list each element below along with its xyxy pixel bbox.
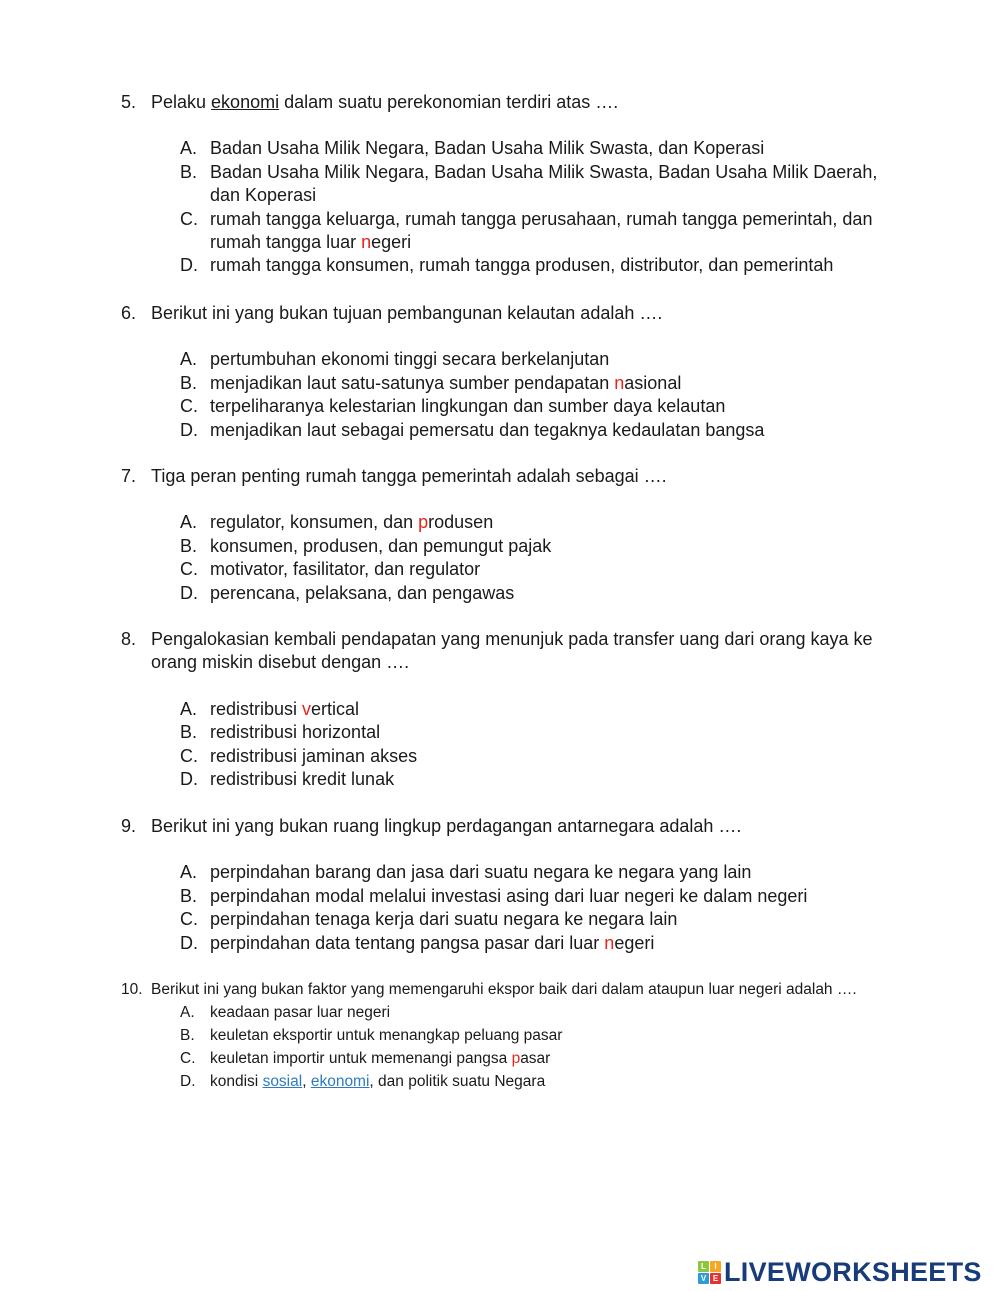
question-number: 5. xyxy=(121,92,137,112)
text-segment: perpindahan tenaga kerja dari suatu negara ke negara lain xyxy=(210,909,678,930)
option-b[interactable] xyxy=(0,885,900,908)
option-letter: A. xyxy=(180,1004,195,1021)
text-segment: Tiga peran penting rumah tangga pemerintah adalah sebagai …. xyxy=(151,466,667,486)
option-letter: B. xyxy=(180,161,198,182)
option-a[interactable] xyxy=(0,861,900,884)
option-letter: B. xyxy=(180,885,198,906)
question-5 xyxy=(0,91,1000,278)
option-letter: D. xyxy=(180,769,198,790)
text-segment: Badan Usaha Milik Negara, Badan Usaha Milik Swasta, dan Koperasi xyxy=(210,138,765,159)
text-segment: p xyxy=(418,512,429,533)
text-segment: v xyxy=(302,698,312,719)
option-letter: A. xyxy=(180,698,198,719)
option-c[interactable] xyxy=(0,558,900,581)
logo-block: I xyxy=(710,1261,721,1272)
text-segment: n xyxy=(614,372,625,393)
question-text xyxy=(0,978,911,1001)
text-segment: Berikut ini yang bukan faktor yang memengaruhi ekspor baik dari dalam ataupun luar negeri adalah …. xyxy=(151,981,857,998)
text-segment: redistribusi kredit lunak xyxy=(210,769,395,790)
text-segment: menjadikan laut sebagai pemersatu dan tegaknya kedaulatan bangsa xyxy=(210,419,765,440)
option-c[interactable] xyxy=(0,1047,900,1070)
text-segment: konsumen, produsen, dan pemungut pajak xyxy=(210,535,552,556)
option-letter: D. xyxy=(180,582,198,603)
text-segment: Pengalokasian kembali pendapatan yang menunjuk pada transfer uang dari orang kaya ke orang miskin disebut dengan …. xyxy=(151,629,873,673)
option-c[interactable] xyxy=(0,208,900,255)
option-list xyxy=(0,1001,1000,1093)
logo-block: L xyxy=(698,1261,709,1272)
question-7 xyxy=(0,465,1000,605)
text-segment: redistribusi jaminan akses xyxy=(210,745,418,766)
logo-block: E xyxy=(710,1273,721,1284)
option-letter: D. xyxy=(180,419,198,440)
option-list xyxy=(0,137,1000,277)
logo-block: V xyxy=(698,1273,709,1284)
text-segment: motivator, fasilitator, dan regulator xyxy=(210,559,481,580)
logo-text: LIVEWORKSHEETS xyxy=(724,1257,982,1287)
option-letter: B. xyxy=(180,1027,195,1044)
text-segment: keadaan pasar luar negeri xyxy=(210,1004,391,1021)
option-b[interactable] xyxy=(0,721,900,744)
option-letter: D. xyxy=(180,932,198,953)
option-letter: D. xyxy=(180,1073,196,1090)
option-letter: C. xyxy=(180,745,198,766)
text-segment: kondisi xyxy=(210,1073,263,1090)
text-segment: perpindahan data tentang pangsa pasar dari luar xyxy=(210,932,605,953)
text-segment: n xyxy=(361,232,372,253)
text-segment: Badan Usaha Milik Negara, Badan Usaha Milik Swasta, Badan Usaha Milik Daerah, dan Koperasi xyxy=(210,161,878,206)
option-b[interactable] xyxy=(0,1024,900,1047)
option-d[interactable] xyxy=(0,932,900,955)
option-letter: A. xyxy=(180,349,198,370)
logo-blocks-icon xyxy=(698,1261,721,1284)
text-segment: menjadikan laut satu-satunya sumber pendapatan xyxy=(210,372,615,393)
option-d[interactable] xyxy=(0,1070,900,1093)
option-list xyxy=(0,511,1000,605)
question-number: 8. xyxy=(121,629,137,649)
question-number: 9. xyxy=(121,816,137,836)
text-segment: redistribusi xyxy=(210,698,303,719)
question-text xyxy=(0,815,911,838)
option-d[interactable] xyxy=(0,768,900,791)
text-segment: keuletan importir untuk memenangi pangsa xyxy=(210,1050,512,1067)
text-segment: perpindahan modal melalui investasi asing dari luar negeri ke dalam negeri xyxy=(210,885,808,906)
text-segment: keuletan eksportir untuk menangkap peluang pasar xyxy=(210,1027,563,1044)
text-segment: egeri xyxy=(371,232,412,253)
question-10 xyxy=(0,978,1000,1093)
option-list xyxy=(0,861,1000,955)
question-number: 7. xyxy=(121,466,137,486)
text-segment: asional xyxy=(624,372,682,393)
option-d[interactable] xyxy=(0,254,900,277)
option-list xyxy=(0,698,1000,792)
option-letter: C. xyxy=(180,396,198,417)
text-segment: ertical xyxy=(311,698,360,719)
option-letter: D. xyxy=(180,255,198,276)
option-letter: C. xyxy=(180,208,198,229)
option-a[interactable] xyxy=(0,348,900,371)
text-segment: perpindahan barang dan jasa dari suatu negara ke negara yang lain xyxy=(210,862,752,883)
text-segment: ekonomi xyxy=(211,92,280,112)
option-letter: B. xyxy=(180,372,198,393)
question-text xyxy=(0,91,911,114)
text-segment: Berikut ini yang bukan ruang lingkup perdagangan antarnegara adalah …. xyxy=(151,816,742,836)
text-segment: perencana, pelaksana, dan pengawas xyxy=(210,582,515,603)
question-8 xyxy=(0,628,1000,791)
option-c[interactable] xyxy=(0,745,900,768)
question-6 xyxy=(0,302,1000,442)
text-segment: rumah tangga keluarga, rumah tangga perusahaan, rumah tangga pemerintah, dan rumah tangga luar xyxy=(210,208,873,253)
hyperlink[interactable]: ekonomi xyxy=(310,1073,370,1090)
liveworksheets-logo xyxy=(698,1257,982,1288)
text-segment: pertumbuhan ekonomi tinggi secara berkelanjutan xyxy=(210,349,610,370)
option-letter: A. xyxy=(180,138,198,159)
option-c[interactable] xyxy=(0,395,900,418)
text-segment: , xyxy=(302,1073,311,1090)
question-text xyxy=(0,465,911,488)
option-letter: A. xyxy=(180,512,198,533)
text-segment: p xyxy=(511,1050,521,1067)
option-b[interactable] xyxy=(0,161,900,208)
option-d[interactable] xyxy=(0,419,900,442)
option-b[interactable] xyxy=(0,535,900,558)
text-segment: egeri xyxy=(614,932,655,953)
text-segment: rodusen xyxy=(428,512,494,533)
option-letter: C. xyxy=(180,909,198,930)
option-a[interactable] xyxy=(0,1001,900,1024)
question-text xyxy=(0,628,911,675)
option-a[interactable] xyxy=(0,511,900,534)
option-letter: A. xyxy=(180,862,198,883)
question-text xyxy=(0,302,911,325)
text-segment: asar xyxy=(520,1050,551,1067)
question-number: 6. xyxy=(121,303,137,323)
text-segment: dalam suatu perekonomian terdiri atas …. xyxy=(279,92,619,112)
text-segment: Pelaku xyxy=(151,92,212,112)
text-segment: , dan politik suatu Negara xyxy=(369,1073,546,1090)
option-list xyxy=(0,348,1000,442)
hyperlink[interactable]: sosial xyxy=(262,1073,303,1090)
text-segment: rumah tangga konsumen, rumah tangga produsen, distributor, dan pemerintah xyxy=(210,255,834,276)
text-segment: regulator, konsumen, dan xyxy=(210,512,419,533)
option-a[interactable] xyxy=(0,698,900,721)
option-b[interactable] xyxy=(0,372,900,395)
option-d[interactable] xyxy=(0,582,900,605)
text-segment: redistribusi horizontal xyxy=(210,722,381,743)
text-segment: terpeliharanya kelestarian lingkungan dan sumber daya kelautan xyxy=(210,396,726,417)
option-a[interactable] xyxy=(0,137,900,160)
question-9 xyxy=(0,815,1000,955)
option-letter: B. xyxy=(180,535,198,556)
option-c[interactable] xyxy=(0,908,900,931)
text-segment: n xyxy=(604,932,615,953)
question-number: 10. xyxy=(121,981,143,998)
option-letter: C. xyxy=(180,559,198,580)
text-segment: Berikut ini yang bukan tujuan pembangunan kelautan adalah …. xyxy=(151,303,663,323)
option-letter: C. xyxy=(180,1050,196,1067)
option-letter: B. xyxy=(180,722,198,743)
